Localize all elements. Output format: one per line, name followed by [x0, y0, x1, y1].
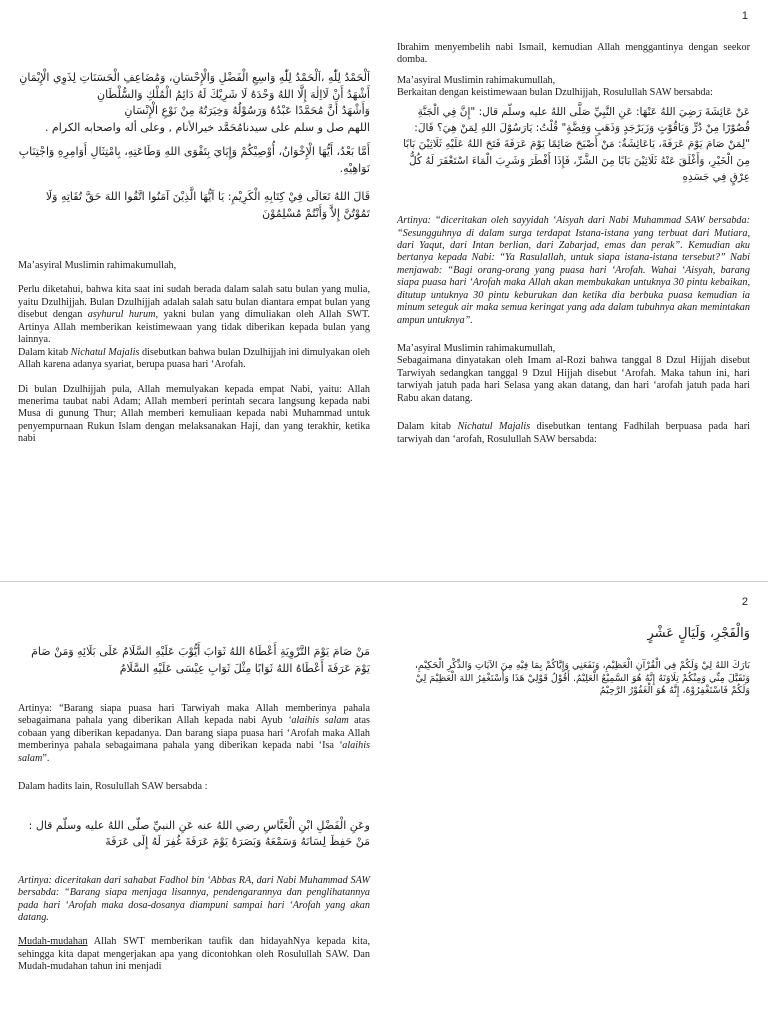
text: Dalam kitab: [397, 421, 458, 433]
arabic-line: أَشْهَدُ أَنْ لَااِلٰهَ إِلَّا اللهُ وَحْدَهُ لَا شَرِيْكَ لَهُ دَائِمُ الْمُلْكِ وَالسُّلْطَانِ: [96, 87, 370, 101]
left-column: [18, 70, 370, 446]
honorific: ‘alaihis salam: [18, 740, 370, 764]
arabic-verse-title: وَالْفَجْرِ، وَلَيَالٍ عَشْرٍ: [647, 626, 750, 641]
greeting: Ma’asyiral Muslimin rahimakumullah,: [397, 343, 556, 355]
greeting: Ma’asyiral Muslimin rahimakumullah,: [18, 260, 177, 271]
text: Allah SWT memberikan taufik dan hidayahNya kepada kita, sehingga kita dapat mengerjakan apa yang dicontohkan oleh Rosulullah SAW. Dan Mudah-mudahan tahun ini menjadi: [18, 936, 370, 973]
arabic-opening: [18, 70, 370, 136]
text: yakni bulan yang dimuliakan oleh Allah SWT. Artinya Allah memberikan keistimewaan yang tidak diberikan kepada bulan yang lainnya.: [18, 309, 370, 346]
arabic-closing-prayer: بَارَكَ اللهُ لِيْ وَلَكُمْ فِي الْقُرْآنِ الْعَظِيْمِ، وَنَفَعَنِي وَإِيَّاكُمْ بِمَا فِيْهِ مِنَ الآيَاتِ وَالذِّكْرِ الْحَكِيْمِ، وَتَقَبَّلَ مِنِّي وَمِنْكُمْ تِلَاوَتَهُ إِنَّهُ هُوَ السَّمِيْعُ الْعَلِيْمُ. أَقُوْلُ قَوْلِيْ هَذَا وَأَسْتَغْفِرُ اللهَ الْعَظِيْمَ لِيْ وَلَكُمْ فَاسْتَغْفِرُوْهُ، إِنَّهُ هُوَ الْغَفُوْرُ الرَّحِيْمُ: [414, 659, 750, 697]
paragraph: [397, 421, 750, 446]
page-number: 1: [741, 10, 748, 22]
page-number: 2: [741, 596, 748, 608]
right-column: [397, 42, 750, 446]
book-title: Nichatul Majalis: [70, 346, 140, 358]
paragraph: Ibrahim menyembelih nabi Ismail, kemudian Allah menggantinya dengan seekor domba.: [397, 42, 750, 66]
text: disebutkan bahwa bulan Dzulhijjah ini dimulyakan oleh Allah karena adanya syariat, berupa puasa hari ‘Arofah.: [18, 346, 370, 371]
document-page-2: [0, 588, 768, 1024]
paragraph: [18, 936, 370, 973]
text: Dalam kitab: [18, 346, 71, 358]
hadith-translation: Artinya: diceritakan dari sahabat Fadhol bin ‘Abbas RA, dari Nabi Muhammad SAW bersabda: “Barang siapa menjaga lisannya, pendengarannya dan penglihatannya pada hari ‘Arofah maka dosa-dosanya diampuni sampai hari ‘Arofah yang akan datang.: [18, 874, 370, 923]
text: atas cobaan yang diberikan kepadanya. Dan barang siapa puasa hari ‘Arofah maka Allah memberinya pahala sebagaimana pahala yang diberikan kepada nabi ‘Isa: [18, 715, 370, 752]
arabic-line: وَأَشْهَدُ أَنَّ مُحَمَّدًا عَبْدُهُ وَرَسُوْلُهُ وَخِيَرَتُهُ مِنْ نَوْعِ الْإِنْسَانِ: [124, 104, 370, 117]
arabic-line: اللهم صل و سلم على سيدنامُحَمَّد خيرالأنام , وعلى أله واصحابه الكرام .: [44, 120, 370, 134]
book-title: Nichatul Majalis: [457, 421, 531, 433]
arabic-line: اَلْحَمْدُ لِلّٰهِ ،اَلْحَمْدُ لِلّٰهِ وَاسِعِ الْفَضْلِ وَالْإِحْسَانِ، وَمُضَاعِفِ الْحَسَنَاتِ لِذَوِي الْإِيْمَانِ: [19, 71, 370, 84]
text: Artinya: “Barang siapa puasa hari Tarwiyah maka Allah memberinya pahala sebagaimana pahala yang diberikan Allah kepada nabi Ayub: [18, 703, 370, 727]
honorific: ‘alaihis salam: [287, 715, 349, 727]
arabic-hadith: مَنْ صَامَ يَوْمَ التَّرْوِيَةِ أَعْطَاهُ اللهُ ثَوَابَ أَيُّوْبَ عَلَيْهِ السَّلَامُ عَلَى بَلَائِهِ وَمَنْ صَامَ يَوْمَ عَرَفَةَ أَعْطَاهُ اللهُ ثَوَابًا مِثْلَ ثَوَابِ عِيْسَى عَلَيْهِ السَّلَامُ: [31, 645, 370, 675]
left-column: [18, 644, 370, 974]
arabic-wasiat: أَمَّا بَعْدُ، أَيُّهَا الْإِخْوَانُ، أُوْصِيْكُمْ وَإِيَايَ بِتَقْوَى اللهِ وَطَاعَتِهِ، بِامْتِثَالِ أَوَامِرِهِ وَاجْتِنَابِ نَوَاهِيْهِ.: [18, 145, 370, 175]
term: asyhurul hurum,: [87, 309, 159, 321]
arabic-quran-verse: قَالَ اللهُ تَعَالَى فِيْ كِتَابِهِ الْكَرِيْمِ: يَا اَيُّهَا الَّذِيْنَ آمَنُوا اتَّقُوا اللهَ حَقَّ تُقَاتِهِ وَلَا تَمُوْتُنَّ إِلاَّ وَأَنْتُمْ مُسْلِمُوْنَ: [45, 190, 370, 220]
arabic-hadith: عَنْ عَائِشَةَ رَضِيَ اللهُ عَنْهَا: عَنِ النَّبِيِّ صَلَّى اللهُ عليه وسلّم قال: "إِنَّ فِي الْجَنَّةِ قُصُوْرًا مِنْ دُرٍّ وَيَاقُوْتٍ وَزَبَرْجَدٍ وَذَهَبٍ وَفِضَّةٍ" قُلْتُ: يَارَسُوْلَ اللهِ لِمَنْ هِيَ؟ قَالَ: "لِمَنْ صَامَ يَوْمَ عَرَفَةَ، يَاعَائِشَةُ: مَنْ أَصْبَحَ صَائِمًا يَوْمَ عَرَفَةَ فَتَحَ اللهُ عَلَيْهِ ثَلَاثِيْنَ بَابًا مِنَ الْخَيْرِ، وَأَغْلَقَ عَنْهُ ثَلَاثِيْنَ بَابًا مِنَ الشَّرِّ، فَإِذَا أَفْطَرَ وَشَرِبَ الْمَاءَ اسْتَغْفَرَ لَهُ كُلُّ عِرْقٍ فِي جَسَدِهِ: [403, 105, 750, 183]
paragraph: [18, 347, 370, 372]
paragraph: [18, 284, 370, 346]
underlined-word: Mudah-mudahan: [18, 936, 88, 948]
paragraph: Sebagaimana dinyatakan oleh Imam al-Rozi bahwa tanggal 8 Dzul Hijjah disebut Tarwiyah sedangkan tanggal 9 Dzul Hijjah disebut ‘Arofah. Maka tahun ini, hari tarwiyah jatuh pada hari Selasa yang akan datang, dan hari ‘arofah jatuh pada hari Rabu akan datang.: [397, 355, 750, 404]
hadith-translation: Artinya: “diceritakan oleh sayyidah ‘Aisyah dari Nabi Muhammad SAW bersabda: “Sesungguhnya di dalam surga terdapat Istana-istana yang terbuat dari Mutiara, dari Yaqut, dari Intan berlian, dari Zabarjad, emas dan perak”. Kemudian aku bertanya kepada Nabi: “Ya Rasulallah, untuk siapa istana-istana tersebut?” Nabi menjawab: “Bagi orang-orang yang puasa hari ‘Arofah. Wahai ‘Aisyah, barang siapa puasa hari ‘Arofah maka Allah akan membukakan untuknya 30 pintu kebaikan, ditutup untuknya 30 pintu keburukan dan ketika dia berbuka puasa kemudian ia minum seteguk air maka semua keringat yang ada dalam tubuhnya akan memintakan ampun untuknya”.: [397, 215, 750, 326]
text: Perlu diketahui, bahwa kita saat ini sudah berada dalam salah satu bulan yang mulia, yaitu Dzulhijjah. Bulan Dzulhijjah adalah salah satu bulan diantara empat bulan yang disebut dengan: [18, 284, 370, 321]
paragraph: Berkaitan dengan keistimewaan bulan Dzulhijjah, Rosulullah SAW bersabda:: [397, 87, 713, 99]
right-column: [397, 626, 750, 698]
text: disebutkan tentang Fadhilah berpuasa pada hari tarwiyah dan ‘arofah, Rosulullah SAW bersabda:: [397, 421, 750, 445]
paragraph: Di bulan Dzulhijjah pula, Allah memulyakan kepada empat Nabi, yaitu: Allah menerima taubat nabi Adam; Allah memberi perintah secara langsung kepada nabi Musa di gunung Thur; Allah memberi kemuliaan kepada nabi Muhammad untuk penyempurnaan Rukun Islam dengan melaksanakan Haji, dan yang terakhir, ketika nabi: [18, 383, 370, 445]
text: ”.: [42, 752, 50, 764]
arabic-hadith: وعَنِ الْفَضْلِ ابْنِ الْعَبَّاسِ رضي اللهُ عنه عَنِ النبيِّ صلّى اللهُ عليه وسلّم قال : مَنْ حَفِظَ لِسَانَهُ وَسَمْعَهُ وَبَصَرَهُ يَوْمَ عَرَفَةَ غُفِرَ لَهُ إِلَى عَرَفَةَ: [28, 818, 370, 849]
hadith-translation: [18, 703, 370, 765]
paragraph: Dalam hadits lain, Rosulullah SAW bersabda :: [18, 781, 208, 793]
greeting: Ma’asyiral Muslimin rahimakumullah,: [397, 74, 556, 86]
